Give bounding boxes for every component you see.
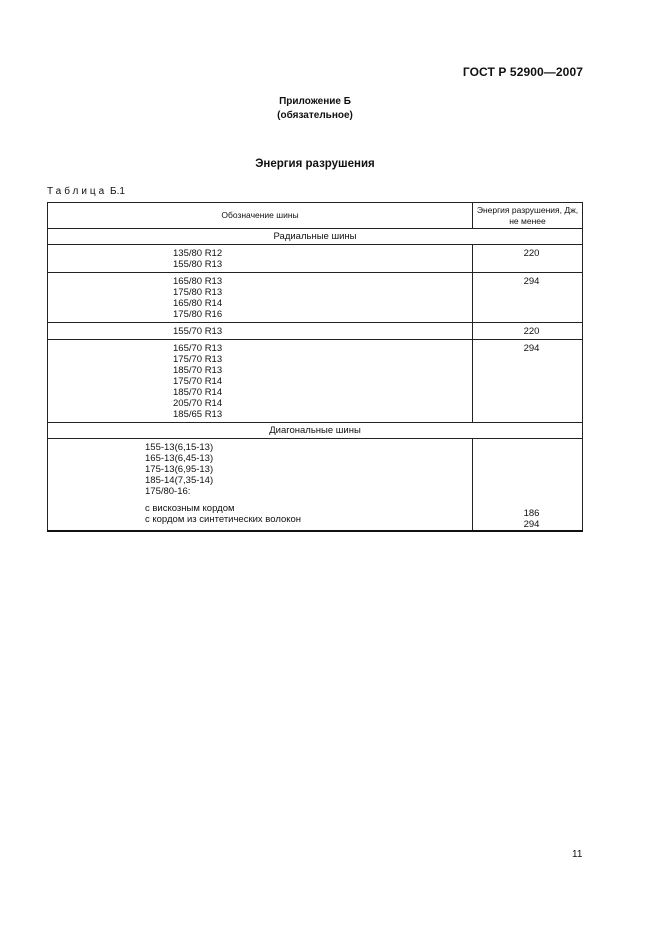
- tire-designation: 155/70 R13: [173, 326, 223, 337]
- table-row: [48, 439, 583, 532]
- tire-designation: 165/80 R14: [173, 298, 223, 309]
- table-row: [48, 323, 583, 340]
- energy-values-cell: [473, 439, 583, 532]
- section-row-diagonal: [48, 423, 583, 439]
- table-row: [48, 273, 583, 323]
- tire-designation: 135/80 R12: [173, 248, 223, 259]
- tire-designation: 205/70 R14: [173, 398, 223, 409]
- col-header-energy: Энергия разрушения, Дж, не менее: [473, 203, 583, 229]
- tire-designation: 185/65 R13: [173, 409, 223, 420]
- tire-designation: 175-13(6,95-13): [145, 464, 214, 475]
- section-title-diagonal: Диагональные шины: [48, 423, 583, 439]
- tire-designation: 155/80 R13: [173, 259, 223, 270]
- energy-table: [47, 202, 583, 532]
- section-title: Энергия разрушения: [255, 158, 375, 170]
- section-row-radial: [48, 229, 583, 245]
- appendix-subtitle: (обязательное): [277, 110, 353, 121]
- tire-designation: 175/80 R16: [173, 309, 223, 320]
- tire-designation: 175/80 R13: [173, 287, 223, 298]
- tire-list-cell: [48, 340, 473, 423]
- spacer: [481, 439, 582, 508]
- tire-designation: 165/80 R13: [173, 276, 223, 287]
- tire-designation: 185/70 R13: [173, 365, 223, 376]
- col-header-tire: Обозначение шины: [48, 203, 473, 229]
- tire-designation: 155-13(6,15-13): [145, 442, 214, 453]
- tire-list-cell: [48, 323, 473, 340]
- table-caption: [47, 186, 125, 197]
- table-caption-prefix: Таблица: [47, 186, 108, 197]
- tire-list-cell: [48, 273, 473, 323]
- table-row: [48, 245, 583, 273]
- table-header-row: [48, 203, 583, 229]
- tire-designation: 185/70 R14: [173, 387, 223, 398]
- energy-value: 220: [473, 323, 583, 340]
- energy-value: 186: [523, 508, 540, 519]
- page-number: 11: [572, 849, 583, 860]
- cord-type-label: с кордом из синтетических волокон: [145, 514, 302, 525]
- cord-type-label: с вискозным кордом: [145, 503, 235, 514]
- tire-list-cell: [48, 245, 473, 273]
- tire-designation: 175/70 R13: [173, 354, 223, 365]
- tire-designation: 175/80-16:: [145, 486, 191, 497]
- energy-value: 294: [473, 273, 583, 323]
- appendix-title: Приложение Б: [279, 96, 351, 107]
- tire-list-cell: [48, 439, 473, 532]
- energy-value: 220: [473, 245, 583, 273]
- energy-value: 294: [473, 340, 583, 423]
- document-code: ГОСТ Р 52900—2007: [462, 65, 583, 79]
- tire-designation: 165/70 R13: [173, 343, 223, 354]
- table-caption-number: Б.1: [110, 186, 125, 197]
- tire-designation: 175/70 R14: [173, 376, 223, 387]
- tire-designation: 165-13(6,45-13): [145, 453, 214, 464]
- tire-designation: 185-14(7,35-14): [145, 475, 214, 486]
- section-title-radial: Радиальные шины: [48, 229, 583, 245]
- table-row: [48, 340, 583, 423]
- energy-value: 294: [523, 519, 540, 530]
